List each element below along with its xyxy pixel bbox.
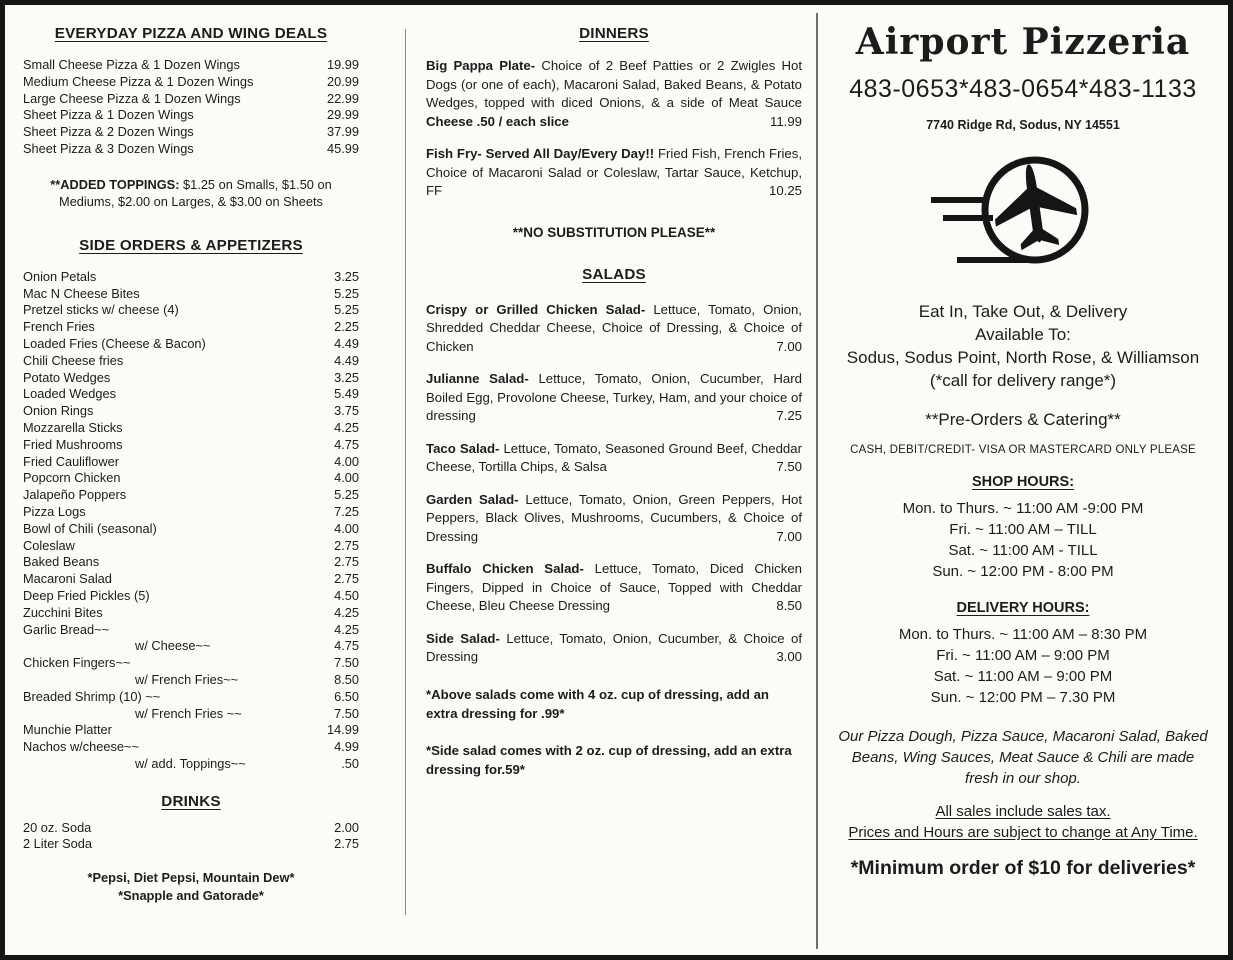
item-price: 5.25 [334,487,359,503]
item-name: Medium Cheese Pizza & 1 Dozen Wings [23,73,254,89]
item-name: Loaded Wedges [23,386,116,402]
item-name: Sheet Pizza & 2 Dozen Wings [23,124,194,140]
item-name: w/ French Fries ~~ [135,705,242,721]
phone-numbers: 483-0653*483-0654*483-1133 [849,75,1197,103]
menu-item-row [23,722,359,739]
item-price: 2.75 [334,571,359,587]
item-name: French Fries [23,319,95,335]
item-desc-bold: Cheese .50 / each slice [426,113,569,129]
item-price: 8.50 [776,598,802,613]
item-price: 3.25 [334,369,359,385]
item-name: Bowl of Chili (seasonal) [23,520,157,536]
menu-item-row [23,756,359,773]
shop-hours-list [836,498,1210,582]
menu-item-row [23,638,359,655]
menu-item-row [23,504,359,521]
dinners-list [426,57,802,201]
item-price: 8.50 [334,671,359,687]
menu-paragraph [426,630,802,667]
item-price: 4.25 [334,621,359,637]
item-price: 14.99 [326,722,359,738]
delivery-hours-title: DELIVERY HOURS: [956,600,1090,616]
hours-line: Sat. ~ 11:00 AM - TILL [948,542,1098,559]
menu-item-row [23,386,359,403]
menu-item-row [23,689,359,706]
salad-dressing-note: *Above salads come with 4 oz. cup of dressing, add an extra dressing for .99* [426,686,769,721]
menu-item-row [23,487,359,504]
item-price: 4.25 [334,604,359,620]
item-name: Fried Mushrooms [23,436,123,452]
menu-item-row [23,672,359,689]
item-name: Deep Fried Pickles (5) [23,587,150,603]
sales-tax-note: All sales include sales tax. [935,803,1111,820]
item-price: 4.49 [334,352,359,368]
service-area-lines [836,300,1210,392]
item-price: 11.99 [769,113,802,129]
dinners-section-title: DINNERS [579,25,649,42]
drinks-notes [23,869,359,904]
item-name: Big Pappa Plate- [426,58,536,73]
item-desc: Lettuce, Tomato, Seasoned Ground Beef, Cheddar Cheese, Tortilla Chips, & Salsa [426,440,802,474]
item-price: 7.50 [776,459,802,474]
item-name: Jalapeño Poppers [23,487,127,503]
item-name: Large Cheese Pizza & 1 Dozen Wings [23,90,241,106]
menu-paragraph [426,560,802,616]
menu-item-row [23,571,359,588]
business-name: Airport Pizzeria [855,21,1191,63]
item-name: Small Cheese Pizza & 1 Dozen Wings [23,57,240,72]
item-name: w/ add. Toppings~~ [135,755,246,771]
item-price: 2.00 [334,819,359,835]
item-name: Zucchini Bites [23,604,103,620]
service-line: Sodus, Sodus Point, North Rose, & Williamson [846,348,1200,367]
hours-line: Sun. ~ 12:00 PM – 7.30 PM [930,689,1116,706]
menu-item-row [23,820,359,837]
hours-line: Fri. ~ 11:00 AM – TILL [949,521,1097,538]
menu-item-row [23,655,359,672]
item-name: 2 Liter Soda [23,836,93,852]
item-name: Julianne Salad- [426,371,529,386]
item-name: Sheet Pizza & 1 Dozen Wings [23,107,194,123]
menu-item-row [23,622,359,639]
item-name: Nachos w/cheese~~ [23,739,139,755]
item-price: 2.25 [334,319,359,335]
item-price: 7.00 [776,338,802,354]
menu-item-row [23,74,359,91]
hours-line: Sun. ~ 12:00 PM - 8:00 PM [932,563,1114,580]
menu-item-row [23,403,359,420]
hours-line: Sat. ~ 11:00 AM – 9:00 PM [933,668,1113,685]
menu-item-row [23,420,359,437]
item-name: Popcorn Chicken [23,470,121,486]
made-fresh-note: Our Pizza Dough, Pizza Sauce, Macaroni Salad, Baked Beans, Wing Sauces, Meat Sauce & Chili are made fresh in our shop. [838,728,1208,787]
salads-section-title: SALADS [582,265,646,283]
no-substitution-note: **NO SUBSTITUTION PLEASE** [512,224,716,240]
item-name: Baked Beans [23,554,100,570]
added-toppings-text: $1.25 on Smalls, $1.50 on Mediums, $2.00 on Larges, & $3.00 on Sheets [59,176,332,210]
item-price: 3.25 [334,268,359,284]
item-name: Sheet Pizza & 3 Dozen Wings [23,140,194,156]
item-price: 4.75 [334,638,359,654]
item-name: Garden Salad- [426,491,519,507]
added-toppings-label: **ADDED TOPPINGS: [50,176,180,192]
deals-list [23,57,359,158]
item-price: 4.50 [334,587,359,603]
menu-item-row [23,470,359,487]
item-name: Breaded Shrimp (10) ~~ [23,688,161,704]
item-desc: Lettuce, Tomato, Onion, Cucumber, Hard Boiled Egg, Provolone Cheese, Turkey, Ham, and your choice of dressing [426,371,802,423]
item-name: Garlic Bread~~ [23,621,110,637]
menu-paragraph [426,57,802,131]
menu-item-row [23,588,359,605]
menu-item-row [23,269,359,286]
payment-methods-note: CASH, DEBIT/CREDIT- VISA OR MASTERCARD ONLY PLEASE [850,444,1196,456]
drinks-section-title: DRINKS [161,792,221,810]
menu-item-row [23,124,359,141]
item-desc: Lettuce, Tomato, Onion, Cucumber, & Choice of Dressing [426,630,802,664]
item-price: 4.00 [334,470,359,486]
hours-line: Fri. ~ 11:00 AM – 9:00 PM [936,647,1110,664]
item-name: Buffalo Chicken Salad- [426,561,584,576]
item-name: Mozzarella Sticks [23,419,123,435]
salad-dressing-note: *Side salad comes with 2 oz. cup of dressing, add an extra dressing for.59* [426,742,792,777]
item-name: Macaroni Salad [23,571,112,587]
sides-section-title: SIDE ORDERS & APPETIZERS [79,236,303,254]
prices-change-note: Prices and Hours are subject to change at Any Time. [848,824,1198,841]
sides-list [23,269,359,773]
item-price: 4.49 [334,335,359,351]
item-price: 3.00 [776,649,802,664]
hours-line: Mon. to Thurs. ~ 11:00 AM – 8:30 PM [898,626,1148,643]
menu-item-row [23,141,359,158]
menu-paragraph [426,370,802,426]
item-name: Side Salad- [426,630,500,646]
service-line: (*call for delivery range*) [929,371,1117,390]
item-price: .50 [341,755,359,771]
item-name: Onion Rings [23,403,94,419]
menu-item-row [23,554,359,571]
menu-item-row [23,286,359,303]
item-price: 7.50 [334,655,359,671]
item-price: 37.99 [326,124,359,140]
menu-item-row [23,454,359,471]
item-price: 4.00 [334,453,359,469]
menu-item-row [23,836,359,853]
minimum-order-note: *Minimum order of $10 for deliveries* [850,857,1196,879]
menu-paragraph [426,301,802,357]
item-name: Fish Fry- Served All Day/Every Day!! [426,146,655,161]
item-price: 5.25 [334,285,359,301]
drinks-note-line: *Snapple and Gatorade* [118,887,264,903]
menu-item-row [23,353,359,370]
item-price: 20.99 [326,73,359,89]
item-name: Potato Wedges [23,369,111,385]
item-price: 45.99 [326,140,359,156]
menu-item-row [23,336,359,353]
item-name: Chicken Fingers~~ [23,655,131,671]
item-name: Taco Salad- [426,440,500,456]
item-name: w/ Cheese~~ [135,638,211,654]
item-price: 29.99 [326,107,359,123]
drinks-list [23,820,359,854]
item-desc: Lettuce, Tomato, Diced Chicken Fingers, Dipped in Choice of Sauce, Topped with Cheddar Cheese, Bleu Cheese Dressing [426,561,802,613]
right-column [818,5,1228,955]
item-name: w/ French Fries~~ [135,671,239,687]
drinks-note-line: *Pepsi, Diet Pepsi, Mountain Dew* [87,870,295,886]
delivery-hours-list [836,624,1210,708]
item-price: 2.75 [334,537,359,553]
menu-item-row [23,57,359,74]
item-name: Munchie Platter [23,722,112,738]
item-name: Pizza Logs [23,503,86,519]
salads-notes [426,685,802,779]
item-price: 7.00 [776,528,802,544]
item-price: 6.50 [334,688,359,704]
item-price: 4.75 [334,436,359,452]
menu-item-row [23,521,359,538]
service-line: Available To: [975,325,1071,344]
menu-item-row [23,91,359,108]
menu-paragraph [426,440,802,477]
menu-item-row [23,538,359,555]
shop-hours-title: SHOP HOURS: [971,474,1075,490]
item-name: Loaded Fries (Cheese & Bacon) [23,335,206,351]
item-price: 4.25 [334,419,359,435]
menu-item-row [23,302,359,319]
menu-item-row [23,437,359,454]
menu-item-row [23,107,359,124]
preorders-catering-note: **Pre-Orders & Catering** [925,410,1121,429]
menu-item-row [23,319,359,336]
item-desc: Lettuce, Tomato, Onion, Green Peppers, Hot Peppers, Black Olives, Mushrooms, Cucumbers, & Choice of Dressing [426,491,802,544]
item-name: Onion Petals [23,268,97,284]
item-price: 5.49 [334,386,359,402]
item-name: Mac N Cheese Bites [23,285,140,301]
salads-list [426,301,802,667]
street-address: 7740 Ridge Rd, Sodus, NY 14551 [926,118,1120,132]
item-name: 20 oz. Soda [23,819,92,835]
item-desc: Fried Fish, French Fries, Choice of Macaroni Salad or Coleslaw, Tartar Sauce, Ketchup, FF [426,146,802,198]
menu-item-row [23,739,359,756]
item-price: 2.75 [334,554,359,570]
item-price: 7.25 [334,503,359,519]
deals-section-title: EVERYDAY PIZZA AND WING DEALS [54,25,328,42]
left-column [5,5,405,955]
menu-item-row [23,370,359,387]
hours-line: Mon. to Thurs. ~ 11:00 AM -9:00 PM [902,500,1144,517]
airplane-logo-icon [836,138,1210,288]
added-toppings-note [23,176,359,211]
item-price: 4.00 [334,520,359,536]
item-price: 2.75 [334,836,359,852]
middle-column [406,5,816,955]
item-desc: Lettuce, Tomato, Onion, Shredded Cheddar Cheese, Choice of Dressing, & Choice of Chicken [426,301,802,354]
item-price: 3.75 [334,403,359,419]
item-price: 19.99 [326,57,359,72]
item-name: Crispy or Grilled Chicken Salad- [426,301,646,317]
item-name: Pretzel sticks w/ cheese (4) [23,302,179,318]
item-price: 22.99 [326,90,359,106]
item-name: Fried Cauliflower [23,453,120,469]
item-price: 5.25 [334,302,359,318]
item-price: 10.25 [768,183,802,198]
item-price: 4.99 [334,739,359,755]
item-price: 7.25 [776,408,802,423]
item-desc: Choice of 2 Beef Patties or 2 Zwigles Hot Dogs (or one of each), Macaroni Salad, Baked Beans, & Potato Wedges, topped with diced Onions, & a side of Meat Sauce [426,58,802,110]
item-name: Chili Cheese fries [23,352,124,368]
item-name: Coleslaw [23,537,75,553]
service-line: Eat In, Take Out, & Delivery [918,302,1128,321]
item-price: 7.50 [334,705,359,721]
menu-item-row [23,605,359,622]
menu-paragraph [426,491,802,547]
menu-item-row [23,706,359,723]
menu-paragraph [426,145,802,201]
